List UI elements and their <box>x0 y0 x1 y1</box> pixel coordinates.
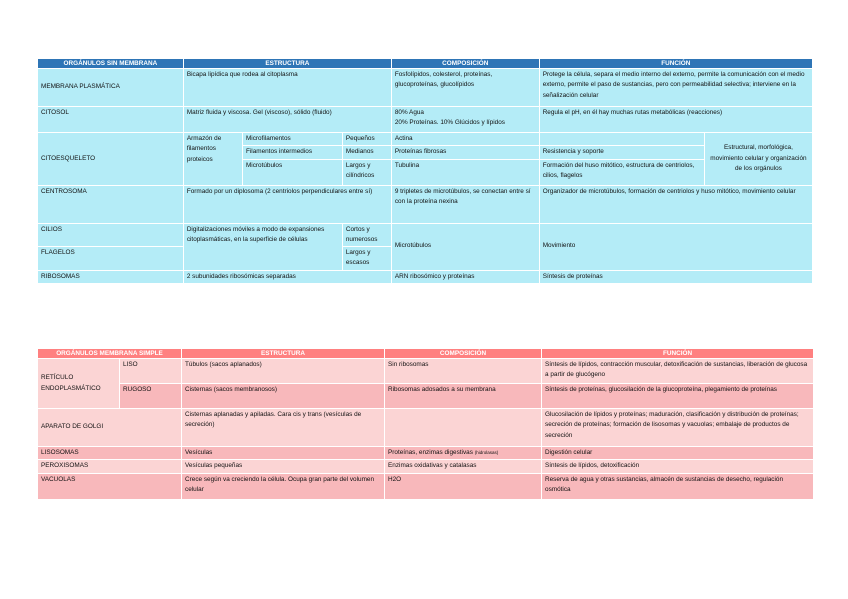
estructura-cell: Formado por un diplosoma (2 centriolos perpendiculares entre sí) <box>183 185 391 223</box>
tamano-cell: Medianos <box>342 146 391 159</box>
row-reticulo-liso <box>38 359 814 384</box>
organelle-name: RIBOSOMAS <box>38 270 184 283</box>
funcion-sub-cell: Formación del huso mitótico, estructura de centriolos, cilios, flagelos <box>539 159 704 185</box>
funcion-cell: Síntesis de proteínas <box>539 270 812 283</box>
composicion-cell: Proteínas fibrosas <box>391 146 539 159</box>
tamano-cell: Pequeños <box>342 133 391 146</box>
header-estructura: ESTRUCTURA <box>183 59 391 69</box>
organelle-name: CITOESQUELETO <box>38 133 184 186</box>
composicion-cell: ARN ribosómico y proteínas <box>391 270 539 283</box>
header-funcion: FUNCIÓN <box>542 349 814 359</box>
table-header-row <box>38 349 814 359</box>
funcion-cell: Movimiento <box>539 223 812 270</box>
composicion-cell: Sin ribosomas <box>385 359 542 384</box>
header-organulos: ORGÁNULOS MEMBRANA SIMPLE <box>38 349 182 359</box>
table-organulos-sin-membrana <box>37 58 813 284</box>
funcion-cell: Síntesis de lípidos, detoxificación <box>542 460 814 473</box>
row-peroxisomas <box>38 460 814 473</box>
funcion-sub-cell <box>539 133 704 146</box>
row-centrosoma <box>38 185 813 223</box>
subtipo-cell: Filamentos intermedios <box>242 146 342 159</box>
estructura-cell: Bicapa lipídica que rodea al citoplasma <box>183 69 391 107</box>
armazon-cell: Armazón de filamentos proteicos <box>183 133 242 186</box>
composicion-cell: Tubulina <box>391 159 539 185</box>
subtipo-cell: Microfilamentos <box>242 133 342 146</box>
tamano-cilios-cell: Cortos y numerosos <box>342 223 391 247</box>
row-cilios <box>38 223 813 247</box>
row-lisosomas <box>38 447 814 460</box>
row-citoesqueleto-1 <box>38 133 813 146</box>
composicion-cell: H2O <box>385 473 542 499</box>
subtipo-cell: Microtúbulos <box>242 159 342 185</box>
table-header-row <box>38 59 813 69</box>
header-organulos: ORGÁNULOS SIN MEMBRANA <box>38 59 184 69</box>
organelle-name: LISOSOMAS <box>38 447 182 460</box>
row-membrana-plasmatica <box>38 69 813 107</box>
estructura-cell: Cisternas aplanadas y apiladas. Cara cis y trans (vesículas de secreción) <box>182 409 385 447</box>
organelle-name: MEMBRANA PLASMÁTICA <box>38 69 184 107</box>
header-funcion: FUNCIÓN <box>539 59 812 69</box>
composicion-cell: Actina <box>391 133 539 146</box>
estructura-cell: Digitalizaciones móviles a modo de expansiones citoplasmáticas, en la superficie de células <box>183 223 342 270</box>
estructura-cell: 2 subunidades ribosómicas separadas <box>183 270 391 283</box>
composicion-small-text: (hidrolasas) <box>474 450 499 455</box>
organelle-name: CENTROSOMA <box>38 185 184 223</box>
estructura-cell: Cisternas (sacos membranosos) <box>182 384 385 409</box>
organelle-name: RETÍCULO ENDOPLASMÁTICO <box>38 359 120 409</box>
composicion-cell: Fosfolípidos, colesterol, proteínas, glucoproteínas, glucolípidos <box>391 69 539 107</box>
tamano-flagelos-cell: Largos y escasos <box>342 247 391 271</box>
organelle-name: VACUOLAS <box>38 473 182 499</box>
composicion-text: Proteínas, enzimas digestivas <box>388 449 473 456</box>
composicion-cell <box>385 409 542 447</box>
funcion-sub-cell: Resistencia y soporte <box>539 146 704 159</box>
estructura-cell: Túbulos (sacos aplanados) <box>182 359 385 384</box>
composicion-cell: 9 tripletes de microtúbulos, se conectan entre sí con la proteína nexina <box>391 185 539 223</box>
header-estructura: ESTRUCTURA <box>182 349 385 359</box>
row-golgi <box>38 409 814 447</box>
row-reticulo-rugoso <box>38 384 814 409</box>
funcion-cell: Protege la célula, separa el medio interno del externo, permite la comunicación con el medio externo, permite el paso de sustancias, pero con permeabilidad selectiva; interviene en la señalización celular <box>539 69 812 107</box>
composicion-cell <box>385 447 542 460</box>
funcion-general-cell: Estructural, morfológica, movimiento celular y organización de los orgánulos <box>704 133 812 186</box>
header-composicion: COMPOSICIÓN <box>391 59 539 69</box>
funcion-cell: Digestión celular <box>542 447 814 460</box>
funcion-cell: Reserva de agua y otras sustancias, almacén de sustancias de desecho, regulación osmótica <box>542 473 814 499</box>
row-citosol <box>38 107 813 133</box>
table-organulos-membrana-simple <box>37 348 814 500</box>
composicion-cell: Microtúbulos <box>391 223 539 270</box>
estructura-cell: Crece según va creciendo la célula. Ocupa gran parte del volumen celular <box>182 473 385 499</box>
organelle-name: APARATO DE GOLGI <box>38 409 182 447</box>
row-ribosomas <box>38 270 813 283</box>
subtype-name: LISO <box>120 359 182 384</box>
organelle-name-cilios: CILIOS <box>38 223 184 247</box>
funcion-cell: Regula el pH, en él hay muchas rutas metabólicas (reacciones) <box>539 107 812 133</box>
organelle-name: PEROXISOMAS <box>38 460 182 473</box>
organelle-name-flagelos: FLAGELOS <box>38 247 184 271</box>
estructura-cell: Matriz fluida y viscosa. Gel (viscoso), sólido (fluido) <box>183 107 391 133</box>
subtype-name: RUGOSO <box>120 384 182 409</box>
composicion-cell: 80% Agua 20% Proteínas. 10% Glúcidos y lípidos <box>391 107 539 133</box>
funcion-cell: Glucosilación de lípidos y proteínas; maduración, clasificación y distribución de proteínas; secreción de proteínas; formación de lisosomas y vacuolas; embalaje de productos de secreción <box>542 409 814 447</box>
tamano-cell: Largos y cilíndricos <box>342 159 391 185</box>
funcion-cell: Síntesis de proteínas, glucosilación de la glucoproteína, plegamiento de proteínas <box>542 384 814 409</box>
organelle-name: CITOSOL <box>38 107 184 133</box>
composicion-cell: Enzimas oxidativas y catalasas <box>385 460 542 473</box>
estructura-cell: Vesículas <box>182 447 385 460</box>
composicion-cell: Ribosomas adosados a su membrana <box>385 384 542 409</box>
funcion-cell: Organizador de microtúbulos, formación de centriolos y huso mitótico, movimiento celular <box>539 185 812 223</box>
header-composicion: COMPOSICIÓN <box>385 349 542 359</box>
row-vacuolas <box>38 473 814 499</box>
funcion-cell: Síntesis de lípidos, contracción muscular, detoxificación de sustancias, liberación de glucosa a partir de glucógeno <box>542 359 814 384</box>
estructura-cell: Vesículas pequeñas <box>182 460 385 473</box>
